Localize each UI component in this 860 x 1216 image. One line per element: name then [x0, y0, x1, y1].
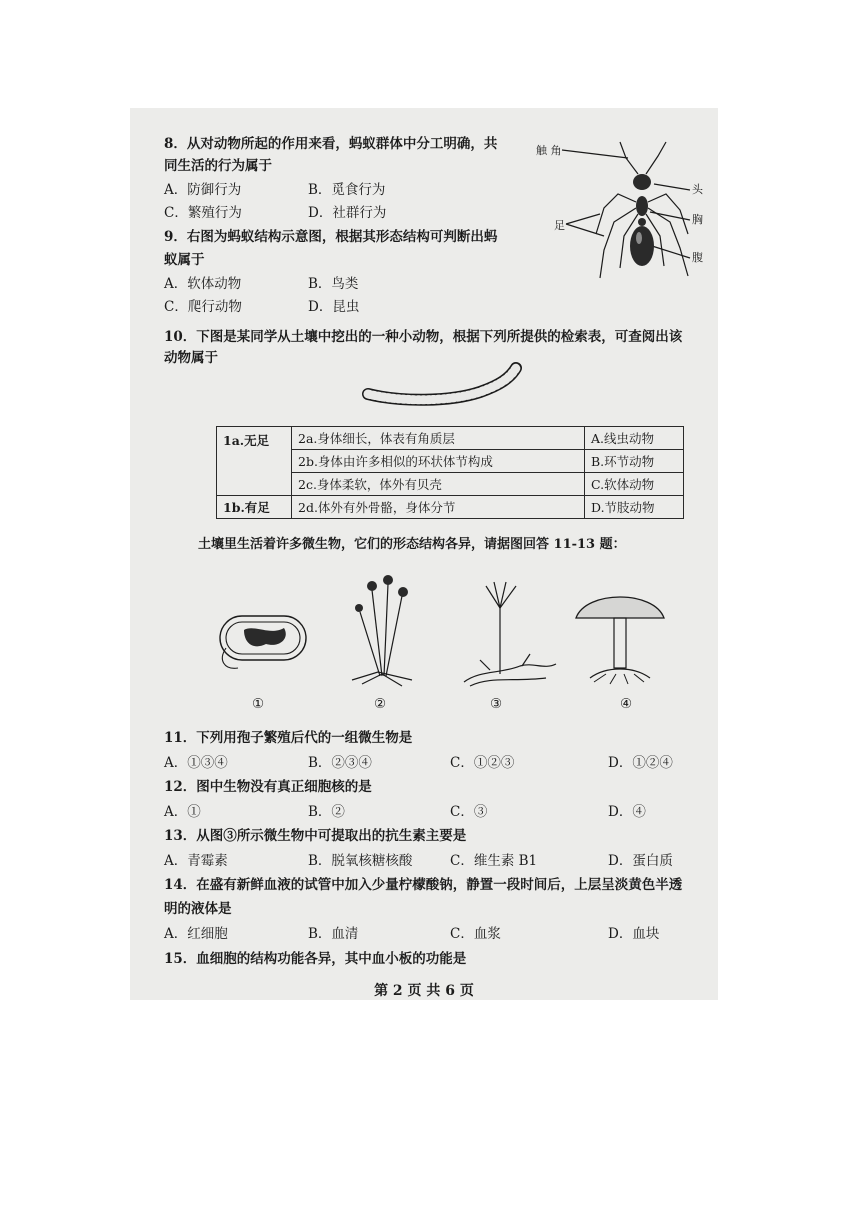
- table-cell: 2c.身体柔软，体外有贝壳: [292, 473, 585, 496]
- ant-label-head: 头: [692, 183, 703, 196]
- q15-stem: 15．血细胞的结构功能各异，其中血小板的功能是: [164, 951, 467, 967]
- table-cell: D.节肢动物: [585, 496, 684, 519]
- table-cell: 1b.有足: [217, 496, 292, 519]
- table-cell: A.线虫动物: [585, 427, 684, 450]
- table-cell: 1a.无足: [217, 427, 292, 496]
- table-cell: C.软体动物: [585, 473, 684, 496]
- q9-option-d: D．昆虫: [308, 299, 360, 315]
- q13-option-a: A．青霉素: [164, 853, 228, 869]
- ant-label-chest: 胸: [692, 213, 703, 226]
- q14-stem-line2: 明的液体是: [164, 901, 232, 917]
- identification-key-table: [216, 426, 684, 519]
- mushroom-figure: [570, 578, 670, 690]
- q12-option-b: B．②: [308, 804, 345, 820]
- table-cell: 2b.身体由许多相似的环状体节构成: [292, 450, 585, 473]
- microbes-intro: 土壤里生活着许多微生物，它们的形态结构各异，请据图回答 11-13 题：: [198, 537, 626, 552]
- q9-stem-line1: 9．右图为蚂蚁结构示意图，根据其形态结构可判断出蚂: [164, 229, 498, 245]
- table-cell: 2d.体外有外骨骼，身体分节: [292, 496, 585, 519]
- microbe-label-1: ①: [252, 696, 265, 712]
- ant-label-antenna: 触 角: [536, 144, 562, 157]
- q8-option-d: D．社群行为: [308, 205, 387, 221]
- q14-option-b: B．血清: [308, 926, 359, 942]
- ant-label-abdomen: 腹: [692, 251, 703, 264]
- q8-stem-line1: 8．从对动物所起的作用来看，蚂蚁群体中分工明确，共: [164, 136, 498, 152]
- q13-option-b: B．脱氧核糖核酸: [308, 853, 413, 869]
- q10-stem-line1: 10．下图是某同学从土壤中挖出的一种小动物，根据下列所提供的检索表，可查阅出该: [164, 329, 683, 345]
- q11-option-d: D．①②④: [608, 755, 673, 771]
- mucor-figure: [342, 568, 422, 688]
- q14-option-a: A．红细胞: [164, 926, 228, 942]
- q9-option-b: B．鸟类: [308, 276, 359, 292]
- q8-option-b: B．觅食行为: [308, 182, 386, 198]
- q8-stem-line2: 同生活的行为属于: [164, 158, 272, 174]
- earthworm-figure: [360, 358, 530, 408]
- table-cell: 2a.身体细长，体表有角质层: [292, 427, 585, 450]
- microbe-label-2: ②: [374, 696, 387, 712]
- q9-stem-line2: 蚁属于: [164, 252, 205, 268]
- q12-option-d: D．④: [608, 804, 646, 820]
- table-row: [217, 427, 684, 450]
- q13-option-c: C．维生素 B1: [450, 853, 538, 869]
- q8-option-a: A．防御行为: [164, 182, 242, 198]
- q11-stem: 11．下列用孢子繁殖后代的一组微生物是: [164, 730, 413, 746]
- q9-option-a: A．软体动物: [164, 276, 242, 292]
- microbe-label-3: ③: [490, 696, 503, 712]
- q14-stem-line1: 14．在盛有新鲜血液的试管中加入少量柠檬酸钠，静置一段时间后，上层呈淡黄色半透: [164, 877, 683, 893]
- q13-option-d: D．蛋白质: [608, 853, 673, 869]
- q11-option-a: A．①③④: [164, 755, 228, 771]
- ant-diagram: [538, 138, 718, 298]
- q11-option-c: C．①②③: [450, 755, 515, 771]
- q14-option-d: D．血块: [608, 926, 660, 942]
- bacterium-figure: [214, 608, 314, 678]
- q12-stem: 12．图中生物没有真正细胞核的是: [164, 779, 372, 795]
- q10-stem-line2: 动物属于: [164, 350, 218, 366]
- penicillium-figure: [460, 574, 560, 690]
- q13-stem: 13．从图③所示微生物中可提取出的抗生素主要是: [164, 828, 467, 844]
- q14-option-c: C．血浆: [450, 926, 501, 942]
- ant-label-leg: 足: [554, 219, 565, 232]
- microbe-label-4: ④: [620, 696, 633, 712]
- page-number-footer: 第 2 页 共 6 页: [374, 983, 474, 999]
- exam-page: [130, 108, 718, 1000]
- q8-option-c: C．繁殖行为: [164, 205, 242, 221]
- table-row: [217, 496, 684, 519]
- q12-option-a: A．①: [164, 804, 201, 820]
- q11-option-b: B．②③④: [308, 755, 372, 771]
- table-cell: B.环节动物: [585, 450, 684, 473]
- q9-option-c: C．爬行动物: [164, 299, 242, 315]
- q12-option-c: C．③: [450, 804, 488, 820]
